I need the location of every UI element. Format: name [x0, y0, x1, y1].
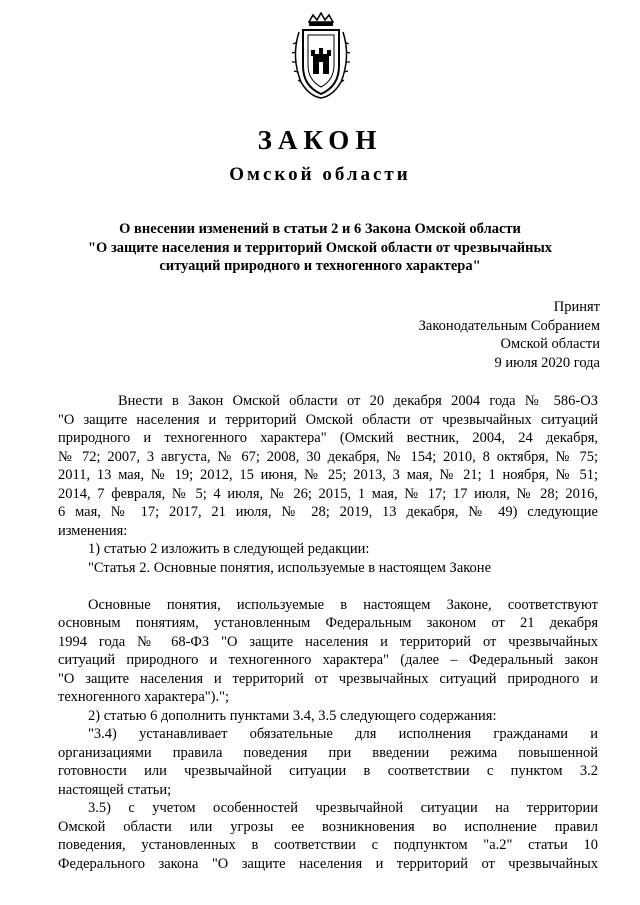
text-line: организациями правила поведения при введении режима повышенной: [58, 744, 598, 761]
text-line: ситуаций природного и техногенного характера" (далее – Федеральный закон: [58, 652, 598, 668]
text-line: "3.4) устанавливает обязательные для исполнения гражданами и: [88, 726, 598, 742]
list-item: 2) статью 6 дополнить пунктами 3.4, 3.5 следующего содержания:: [88, 707, 497, 724]
adoption-line: Омской области: [500, 336, 600, 352]
article-title: "Статья 2. Основные понятия, используемые в настоящем Законе: [88, 559, 492, 576]
text-line: техногенного характера").";: [58, 689, 230, 705]
text-line: 2014, 7 февраля, № 5; 4 июля, № 26; 2015, 1 мая, № 17; 17 июля, № 28; 2016,: [58, 485, 598, 502]
text-line: Федерального закона "О защите населения и территорий от чрезвычайных: [58, 855, 598, 872]
text-line: "О защите населения и территорий от чрезвычайных ситуаций природного и: [58, 670, 598, 687]
text-line: изменения:: [58, 522, 128, 539]
text-line: 1994 года № 68-ФЗ "О защите населения и территорий от чрезвычайных: [58, 633, 598, 650]
text-line: поведения, установленных в соответствии с подпунктом "а.2" статьи 10: [58, 837, 598, 853]
text-line: Омской области или угрозы ее возникновения во исполнение правил: [58, 818, 598, 835]
heading-line: О внесении изменений в статьи 2 и 6 Закона Омской области: [119, 221, 521, 237]
paragraph-intro: [58, 392, 598, 577]
text-line: 6 мая, № 17; 2017, 21 июля, № 28; 2019, 13 декабря, № 49) следующие: [58, 504, 598, 520]
list-item: 1) статью 2 изложить в следующей редакции:: [88, 541, 370, 557]
document-body: [58, 392, 598, 873]
omsk-coat-of-arms-icon: [289, 12, 353, 100]
law-heading: [60, 220, 580, 276]
paragraph-definitions: [58, 596, 598, 874]
text-line: природного и техногенного характера" (Омский вестник, 2004, 24 декабря,: [58, 430, 598, 446]
text-line: Внести в Закон Омской области от 20 декабря 2004 года № 586-ОЗ: [118, 393, 598, 409]
text-line: 3.5) с учетом особенностей чрезвычайной ситуации на территории: [88, 800, 598, 816]
text-line: основным понятиям, установленным Федеральным законом от 21 декабря: [58, 615, 598, 631]
document-title: ЗАКОН: [257, 125, 383, 155]
heading-line: ситуаций природного и техногенного характера": [159, 258, 481, 274]
text-line: 2011, 13 мая, № 19; 2012, 15 июня, № 25; 2013, 3 мая, № 21; 1 ноября, № 51;: [58, 467, 598, 483]
text-line: настоящей статьи;: [58, 781, 172, 798]
adoption-line: Принят: [553, 299, 600, 315]
text-line: "О защите населения и территорий Омской области от чрезвычайных ситуаций: [58, 411, 598, 428]
document-subtitle: Омской области: [229, 164, 411, 185]
heading-line: "О защите населения и территорий Омской области от чрезвычайных: [87, 239, 553, 256]
text-line: Основные понятия, используемые в настоящем Законе, соответствуют: [88, 596, 598, 613]
adoption-block: [419, 298, 600, 372]
text-line: готовности или чрезвычайной ситуации в соответствии с пунктом 3.2: [58, 763, 598, 779]
adoption-line: Законодательным Собранием: [418, 317, 600, 334]
adoption-date: 9 июля 2020 года: [494, 354, 600, 371]
text-line: № 72; 2007, 3 августа, № 67; 2008, 30 декабря, № 154; 2010, 8 октября, № 75;: [58, 448, 598, 465]
